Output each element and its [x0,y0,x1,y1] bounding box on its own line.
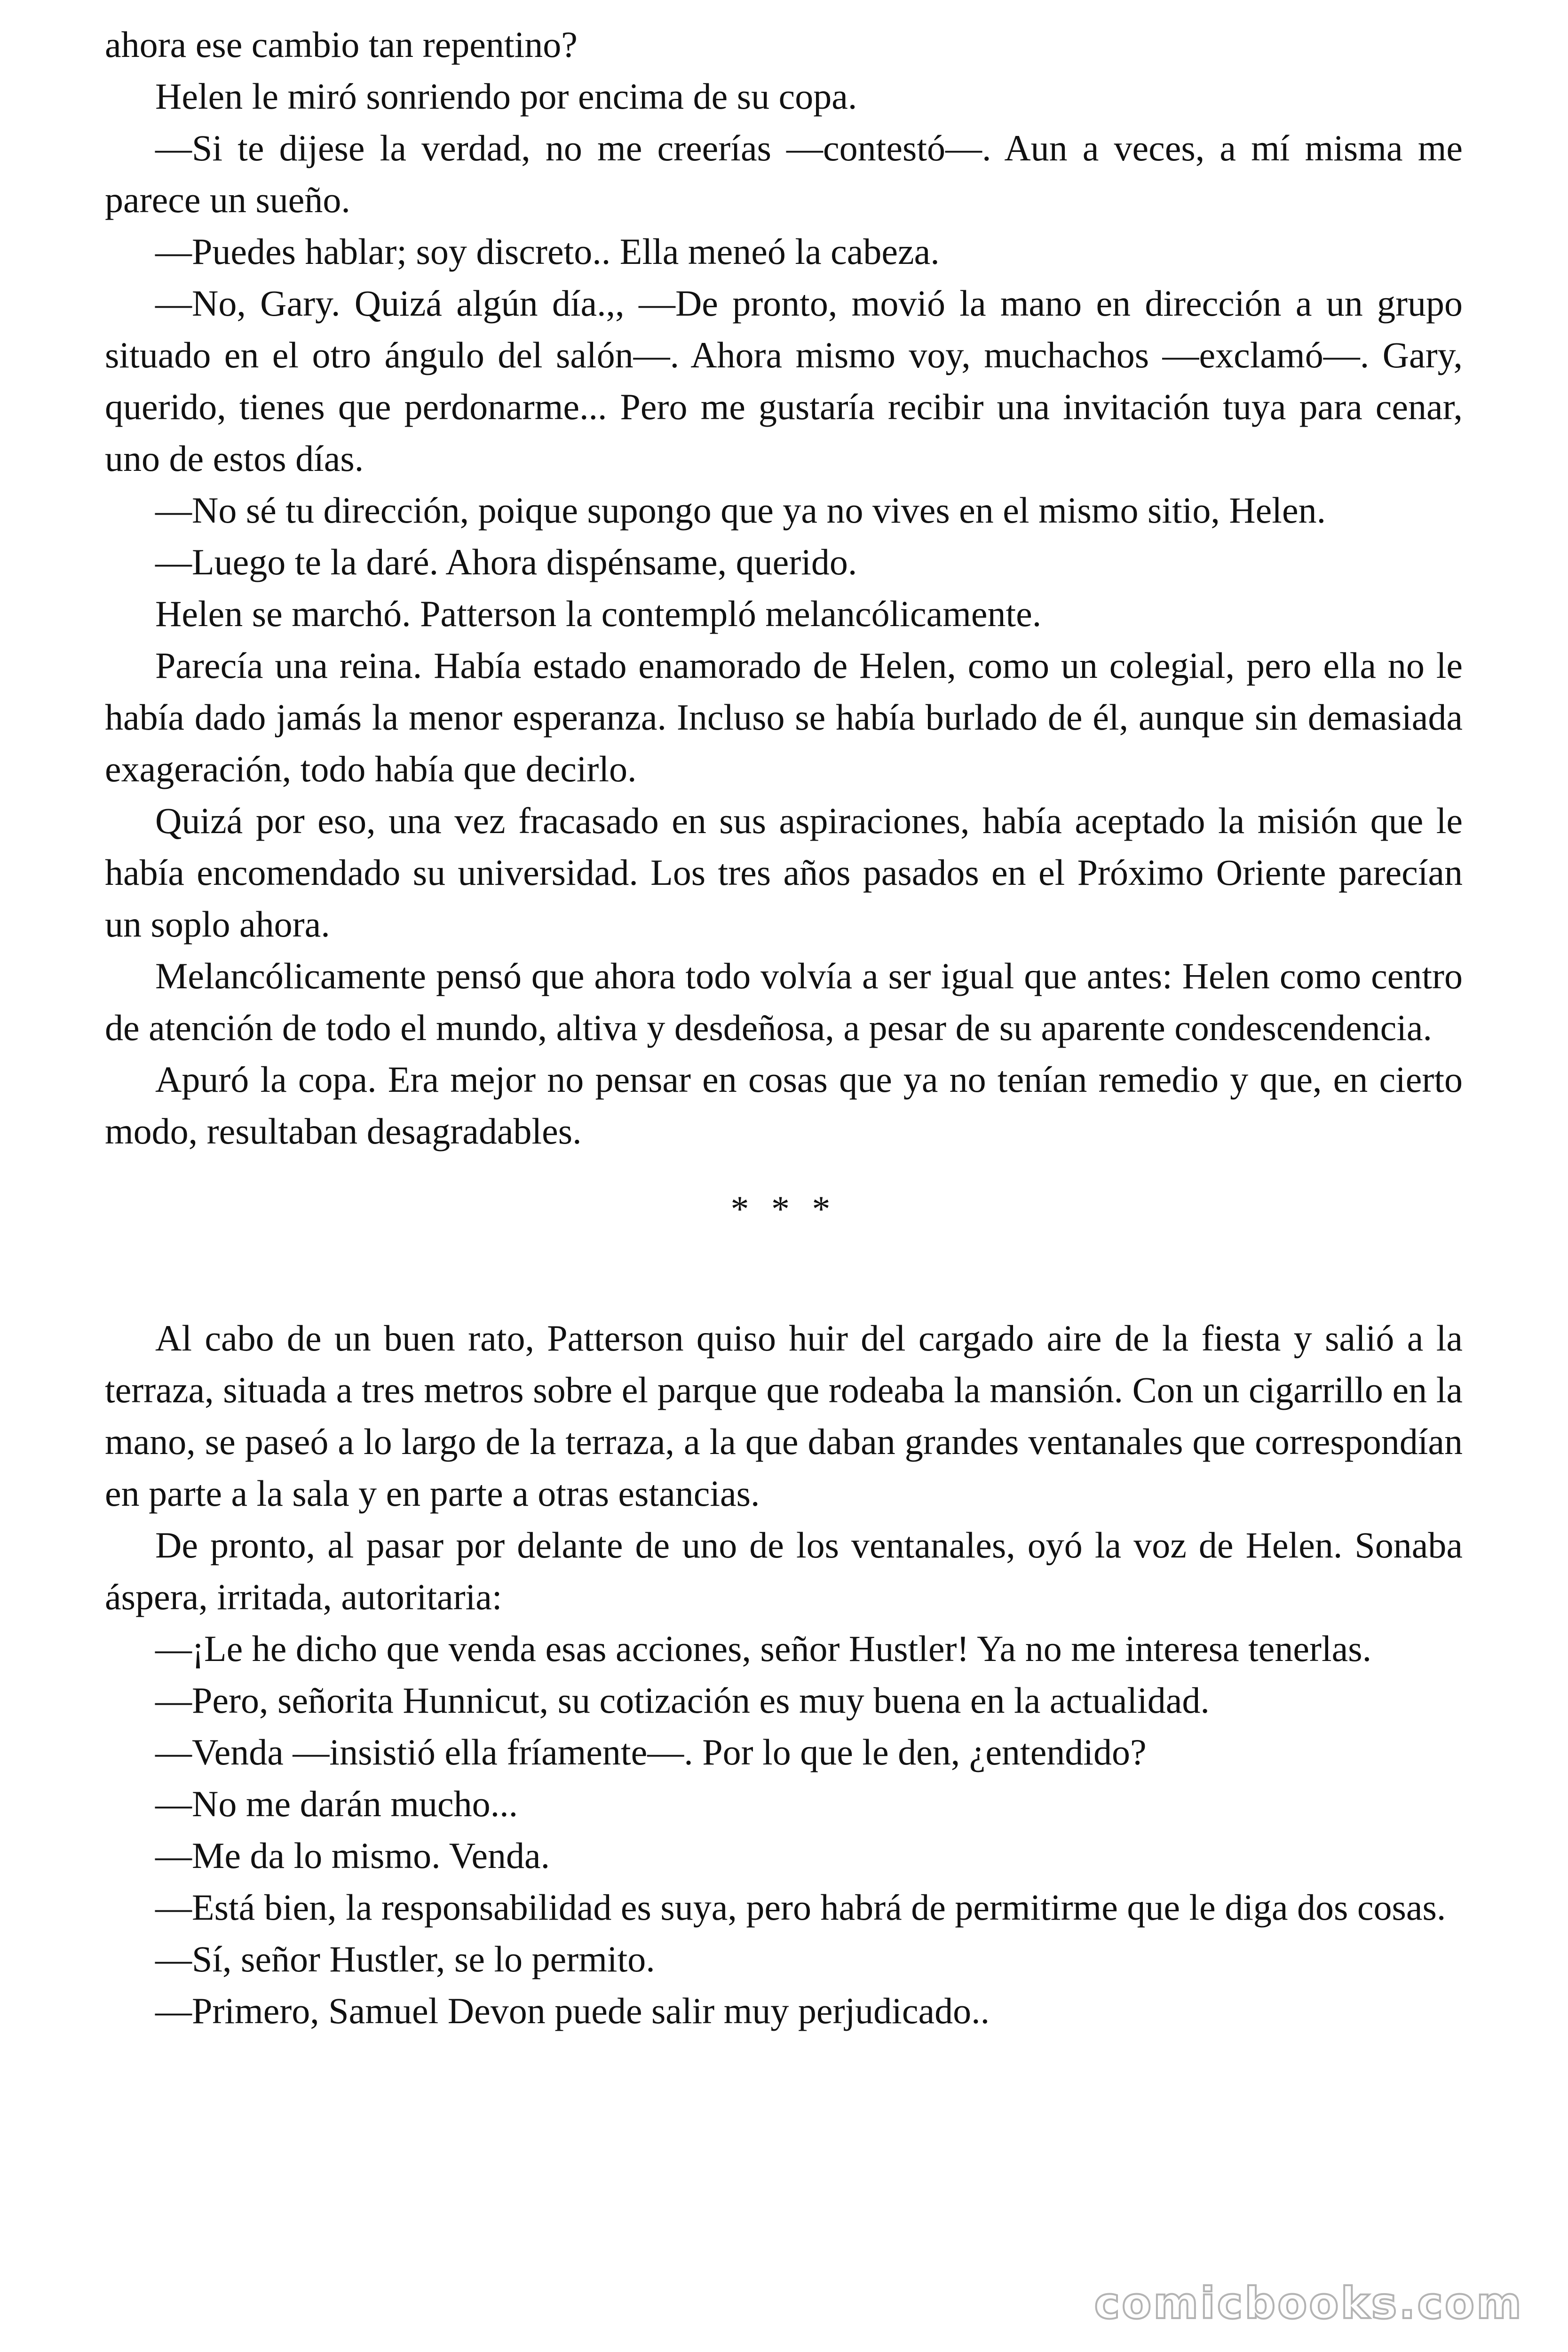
section-after-break [105,1312,1463,2037]
paragraph: —¡Le he dicho que venda esas acciones, señor Hustler! Ya no me interesa tenerlas. [155,1628,1372,1669]
paragraph: —Primero, Samuel Devon puede salir muy perjudicado.. [155,1990,990,2031]
paragraph: Quizá por eso, una vez fracasado en sus aspiraciones, había aceptado la misión que le había encomendado su universidad. Los tres años pasados en el Próximo Oriente parecían un soplo ahora. [105,800,1463,945]
scene-break: * * * [730,1188,837,1229]
section-before-break [105,19,1463,1157]
paragraph: Melancólicamente pensó que ahora todo volvía a ser igual que antes: Helen como centro de atención de todo el mundo, altiva y desdeñosa, a pesar de su aparente condescendencia. [105,955,1463,1048]
paragraph: Helen le miró sonriendo por encima de su copa. [155,76,857,117]
paragraph: —No sé tu dirección, poique supongo que ya no vives en el mismo sitio, Helen. [155,490,1326,531]
paragraph: —Sí, señor Hustler, se lo permito. [155,1939,655,1979]
paragraph: Al cabo de un buen rato, Patterson quiso huir del cargado aire de la fiesta y salió a la terraza, situada a tres metros sobre el parque que rodeaba la mansión. Con un cigarrillo en la mano, se paseó a lo largo de la terraza, a la que daban grandes ventanales que correspondían en parte a la sala y en parte a otras estancias. [105,1318,1463,1514]
paragraph: ahora ese cambio tan repentino? [105,24,578,65]
paragraph: Parecía una reina. Había estado enamorado de Helen, como un colegial, pero ella no le había dado jamás la menor esperanza. Incluso se había burlado de él, aunque sin demasiada exageración, todo había que decirlo. [105,645,1463,789]
paragraph: —Venda —insistió ella fríamente—. Por lo que le den, ¿entendido? [155,1732,1147,1772]
paragraph: —Está bien, la responsabilidad es suya, pero habrá de permitirme que le diga dos cosas. [155,1887,1446,1928]
paragraph: —Luego te la daré. Ahora dispénsame, querido. [155,541,857,582]
paragraph: Helen se marchó. Patterson la contempló melancólicamente. [155,593,1042,634]
paragraph: Apuró la copa. Era mejor no pensar en cosas que ya no tenían remedio y que, en cierto modo, resultaban desagradables. [105,1059,1463,1152]
watermark: comicbooks.com [1094,2278,1523,2328]
paragraph: —No me darán mucho... [155,1783,518,1824]
paragraph: De pronto, al pasar por delante de uno de los ventanales, oyó la voz de Helen. Sonaba áspera, irritada, autoritaria: [105,1525,1463,1617]
paragraph: —Me da lo mismo. Venda. [155,1835,550,1876]
paragraph: —Pero, señorita Hunnicut, su cotización es muy buena en la actualidad. [155,1680,1210,1721]
paragraph: —Puedes hablar; soy discreto.. Ella meneó la cabeza. [155,231,940,272]
paragraph: —Si te dijese la verdad, no me creerías —contestó—. Aun a veces, a mí misma me parece un sueño. [105,127,1463,220]
page-body [105,19,1463,2037]
paragraph: —No, Gary. Quizá algún día.,, —De pronto, movió la mano en dirección a un grupo situado en el otro ángulo del salón—. Ahora mismo voy, muchachos —exclamó—. Gary, querido, tienes que perdonarme... Pero me gustaría recibir una invitación tuya para cenar, uno de estos días. [105,283,1463,479]
